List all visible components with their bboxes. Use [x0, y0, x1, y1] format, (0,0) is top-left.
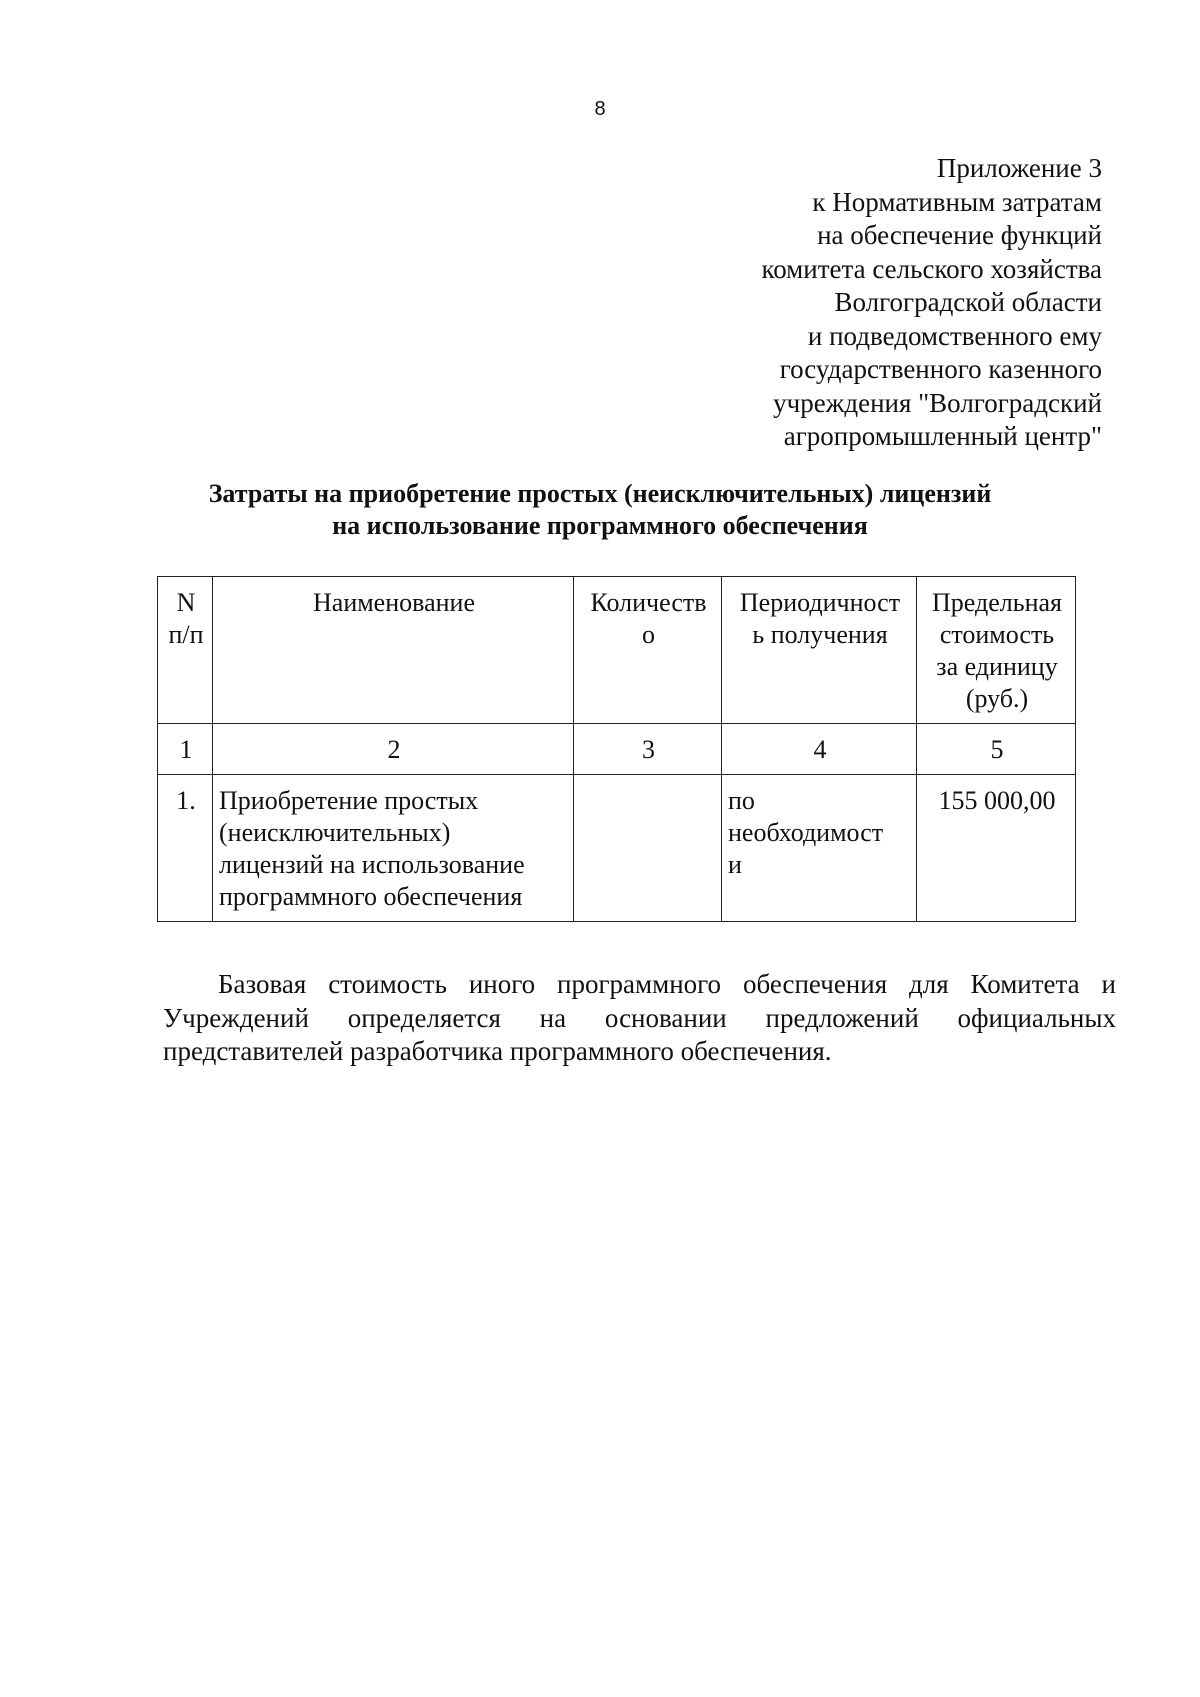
cell-text: по — [728, 786, 755, 815]
header-text: за единицу — [936, 652, 1058, 681]
appendix-line: комитета сельского хозяйства — [761, 253, 1102, 284]
header-cell-quantity — [574, 577, 722, 724]
header-text: п/п — [168, 620, 204, 649]
appendix-line: на обеспечение функций — [817, 220, 1102, 250]
row-name-cell — [213, 775, 574, 922]
header-text: стоимость — [939, 620, 1055, 649]
appendix-reference — [542, 152, 1102, 454]
cell-text: и — [728, 850, 742, 879]
header-text: Наименование — [313, 588, 475, 617]
cell-text: (неисключительных) — [219, 818, 451, 847]
row-periodicity-cell — [722, 775, 917, 922]
header-text: о — [642, 620, 655, 649]
cell-text: необходимост — [728, 818, 884, 847]
body-paragraph: Базовая стоимость иного программного обеспечения для Комитета и Учреждений определяется на основании предложений официальных представителей разработчика программного обеспечения. — [163, 969, 1116, 1066]
cell-text: Приобретение простых — [219, 786, 479, 815]
appendix-line: агропромышленный центр" — [783, 421, 1102, 451]
appendix-line: Приложение 3 — [936, 153, 1102, 183]
header-cell-number — [158, 577, 213, 724]
title-line-2: на использование программного обеспечения — [332, 511, 868, 540]
column-number: 3 — [574, 724, 722, 775]
column-number: 1 — [158, 724, 213, 775]
cell-text: программного обеспечения — [219, 882, 523, 911]
appendix-line: к Нормативным затратам — [812, 186, 1102, 217]
header-text: N — [176, 588, 196, 617]
row-quantity-cell — [574, 775, 722, 922]
row-price-cell: 155 000,00 — [917, 775, 1076, 922]
header-cell-name — [213, 577, 574, 724]
column-number: 2 — [213, 724, 574, 775]
page-number: 8 — [594, 98, 606, 120]
appendix-line: Волгоградской области — [834, 287, 1102, 317]
header-text: Количеств — [590, 588, 707, 617]
header-text: (руб.) — [965, 684, 1029, 713]
header-text: Предельная — [932, 588, 1062, 617]
cost-table — [157, 576, 1076, 922]
table-row — [158, 775, 1076, 922]
column-number-row — [158, 724, 1076, 775]
document-title — [0, 478, 1200, 542]
row-number-cell: 1. — [158, 775, 213, 922]
header-text: Периодичност — [739, 588, 901, 617]
table-header-row — [158, 577, 1076, 724]
appendix-line: государственного казенного — [779, 354, 1102, 384]
cell-text: лицензий на использование — [219, 850, 525, 879]
appendix-line: и подведомственного ему — [807, 320, 1102, 351]
title-line-1: Затраты на приобретение простых (неисключительных) лицензий — [208, 479, 992, 508]
header-text: ь получения — [752, 620, 888, 649]
column-number: 5 — [917, 724, 1076, 775]
column-number: 4 — [722, 724, 917, 775]
header-cell-price — [917, 577, 1076, 724]
header-cell-periodicity — [722, 577, 917, 724]
appendix-line: учреждения "Волгоградский — [773, 387, 1102, 418]
